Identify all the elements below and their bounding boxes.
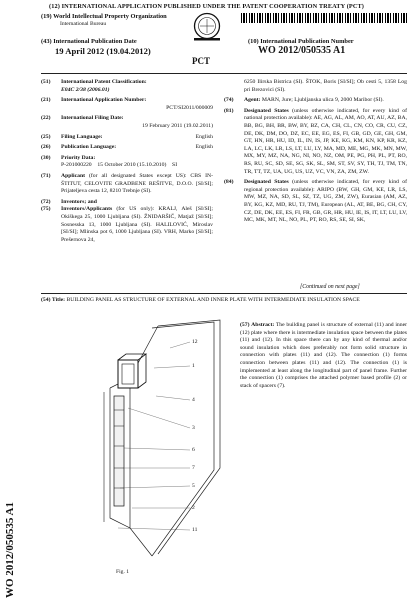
field-label: Inventors/Applicants [61,206,113,213]
figure-drawing [70,318,230,558]
field-value: P-201000220 15 October 2010 (15.10.2010) SI [61,162,178,169]
field-num: (75) [41,206,51,213]
field-value: (for US only): KRALJ, Aleš [SI/SI]; Okiškega 25, 1000 Ljubljana (SI). ŽNIDARŠIČ, Matjaž [SI/SI]; Sosnesska 13, 1000 Ljubljana (SI). HALILOVIĆ, Miroslav [SI/SI]; Mlinska pot 6, 1000 Ljubljana (SI). VRH, Marko [SI/SI]; Prešernova 24, [61,206,213,243]
field-84 [224,179,407,225]
field-label: Priority Data: [61,154,96,161]
invention-title: BUILDING PANEL AS STRUCTURE OF EXTERNAL AND INNER PLATE WITH INTERMEDIATE INSULATION SPACE [66,297,360,303]
field-num: (74) [224,97,234,104]
figure-label: 4 [192,397,195,403]
field-22 [41,115,213,130]
pub-date-label: (43) International Publication Date [41,38,137,45]
field-num: (26) [41,144,51,151]
pct-mark: PCT [192,56,210,66]
publication-type: (12) INTERNATIONAL APPLICATION PUBLISHED UNDER THE PATENT COOPERATION TREATY (PCT) [49,3,364,10]
header-rule [41,73,407,74]
field-value: 6250 Ilirska Bistrica (SI). ŠTOK, Boris [SI/SI]; Ob cesti 5, 1358 Log pri Brezovici (SI). [244,79,407,93]
field-26 [41,144,213,152]
field-num: (81) [224,107,234,114]
field-label: Designated States [244,107,289,114]
abstract-text: The building panel is structure of external (11) and inner (12) plate where there is intermediate insulation space between the plates (11) and (12). In this space there can by any kind of thermal and/or sound insulation which does preferably not form solid structure in connection with plates (11) and (12). The connection (1) forms connection between plates (11) and (12). The connection (1) is implemented at least along the longitudinal part of panel frame. Further the connection (1) comprises the attached polymer based profile (2) or stack of spacers (7). [240,322,408,389]
field-num: (25) [41,133,51,140]
side-publication-number: WO 2012/050535 A1 [4,502,16,598]
figure-label: 5 [192,483,195,489]
field-value: 19 February 2011 (19.02.2011) [142,122,213,129]
field-num: (84) [224,179,234,186]
pub-date: 19 April 2012 (19.04.2012) [55,46,151,56]
field-value: English [195,133,213,140]
left-column [41,79,213,247]
field-num: (22) [41,115,51,122]
org-block [41,13,167,28]
field-value: MARN, Jure; Ljubljanska ulica 9, 2000 Maribor (SI). [261,97,384,104]
field-label: International Application Number: [61,97,147,104]
continued-note: [Continued on next page] [300,284,360,290]
field-label: Applicant [61,172,86,179]
field-value: PCT/SI2011/000009 [166,104,213,111]
field-value: E04C 2/38 (2006.01) [61,86,110,93]
abstract-label: Abstract: [251,322,275,328]
field-num: (21) [41,97,51,104]
bureau: International Bureau [60,21,107,27]
field-value: (unless otherwise indicated, for every kind of national protection available): AE, AG, AL, AM, AO, AT, AU, AZ, BA, BB, BG, BH, BR, BW, BY, BZ, CA, CH, CL, CN, CO, CR, CU, CZ, DE, DK, DM, DO, DZ, EC, EE, EG, ES, FI, GB, GD, GE, GH, GM, GT, HN, HR, HU, ID, IL, IN, IS, JP, KE, KG, KM, KN, KP, KR, KZ, LA, LC, LK, LR, LS, LT, LU, LY, MA, MD, ME, MG, MK, MN, MW, MX, MY, MZ, NA, NG, NI, NO, NZ, OM, PE, PG, PH, PL, PT, RO, RS, RU, SC, SD, SE, SG, SK, SL, SM, ST, SV, SY, TH, TJ, TM, TN, TR, TT, TZ, UA, UG, US, UZ, VC, VN, ZA, ZM, ZW. [244,107,407,175]
figure-label: 3 [192,425,195,431]
field-label: International Filing Date: [61,115,124,122]
field-label: Agent: [244,97,261,104]
field-num: (71) [41,172,51,179]
field-label: Filing Language: [61,133,103,140]
title-rule [41,293,407,294]
title-block [41,297,407,305]
figure-label: 1 [192,363,195,369]
field-30 [41,155,213,170]
field-num: (30) [41,154,51,161]
field-21 [41,97,213,112]
field-value: English [195,144,213,151]
publication-number-block [248,38,354,56]
figure-label: 12 [192,339,198,345]
figure-label: 11 [192,527,198,533]
barcode [241,13,407,23]
field-label: Inventors; and [61,198,97,205]
field-25 [41,134,213,142]
field-81 [224,108,407,176]
org-code: (19) [41,13,52,20]
right-column [224,79,407,228]
field-71 [41,173,213,196]
title-num: (54) [41,297,51,303]
abstract-block [240,322,407,390]
field-label: International Patent Classification: [61,79,147,85]
field-num: (72) [41,198,51,205]
field-75 [41,206,213,244]
field-label: Designated States [244,179,289,186]
title-label: Title: [51,297,66,303]
figure-label: 2 [192,505,195,511]
field-value: (unless otherwise indicated, for every kind of regional protection available): ARIPO (BW, GH, GM, KE, LR, LS, MW, MZ, NA, SD, SL, SZ, TZ, UG, ZM, ZW), Eurasian (AM, AZ, BY, KG, KZ, MD, RU, TJ, TM), European (AL, AT, BE, BG, CH, CY, CZ, DE, DK, EE, ES, FI, FR, GB, GR, HR, HU, IE, IS, IT, LT, LU, LV, MC, MK, MT, NL, NO, PL, PT, RO, RS, SE, SI, SK, [244,179,407,224]
field-label: Publication Language: [61,144,117,151]
field-value: (for all designated States except US): CBS IN-ŠTITUT, CELOVITE GRADBENE REŠITVE, D.O.O. [SI/SI]; Prijateljeva cesta 12, 8210 Trebnje (SI). [61,172,213,195]
wipo-logo [191,12,223,48]
figure-label: 6 [192,447,195,453]
field-num: (51) [41,79,51,85]
abstract-num: (57) [240,322,250,328]
figure-caption: Fig. 1 [116,569,130,575]
field-75-cont [224,79,407,94]
field-74 [224,97,407,105]
org-name: World Intellectual Property Organization [53,13,167,20]
publication-date-block [41,38,151,56]
figure-label: 7 [192,465,195,471]
field-51 [41,79,213,94]
pub-number: WO 2012/050535 A1 [258,45,346,56]
pub-number-label: (10) International Publication Number [248,38,354,45]
